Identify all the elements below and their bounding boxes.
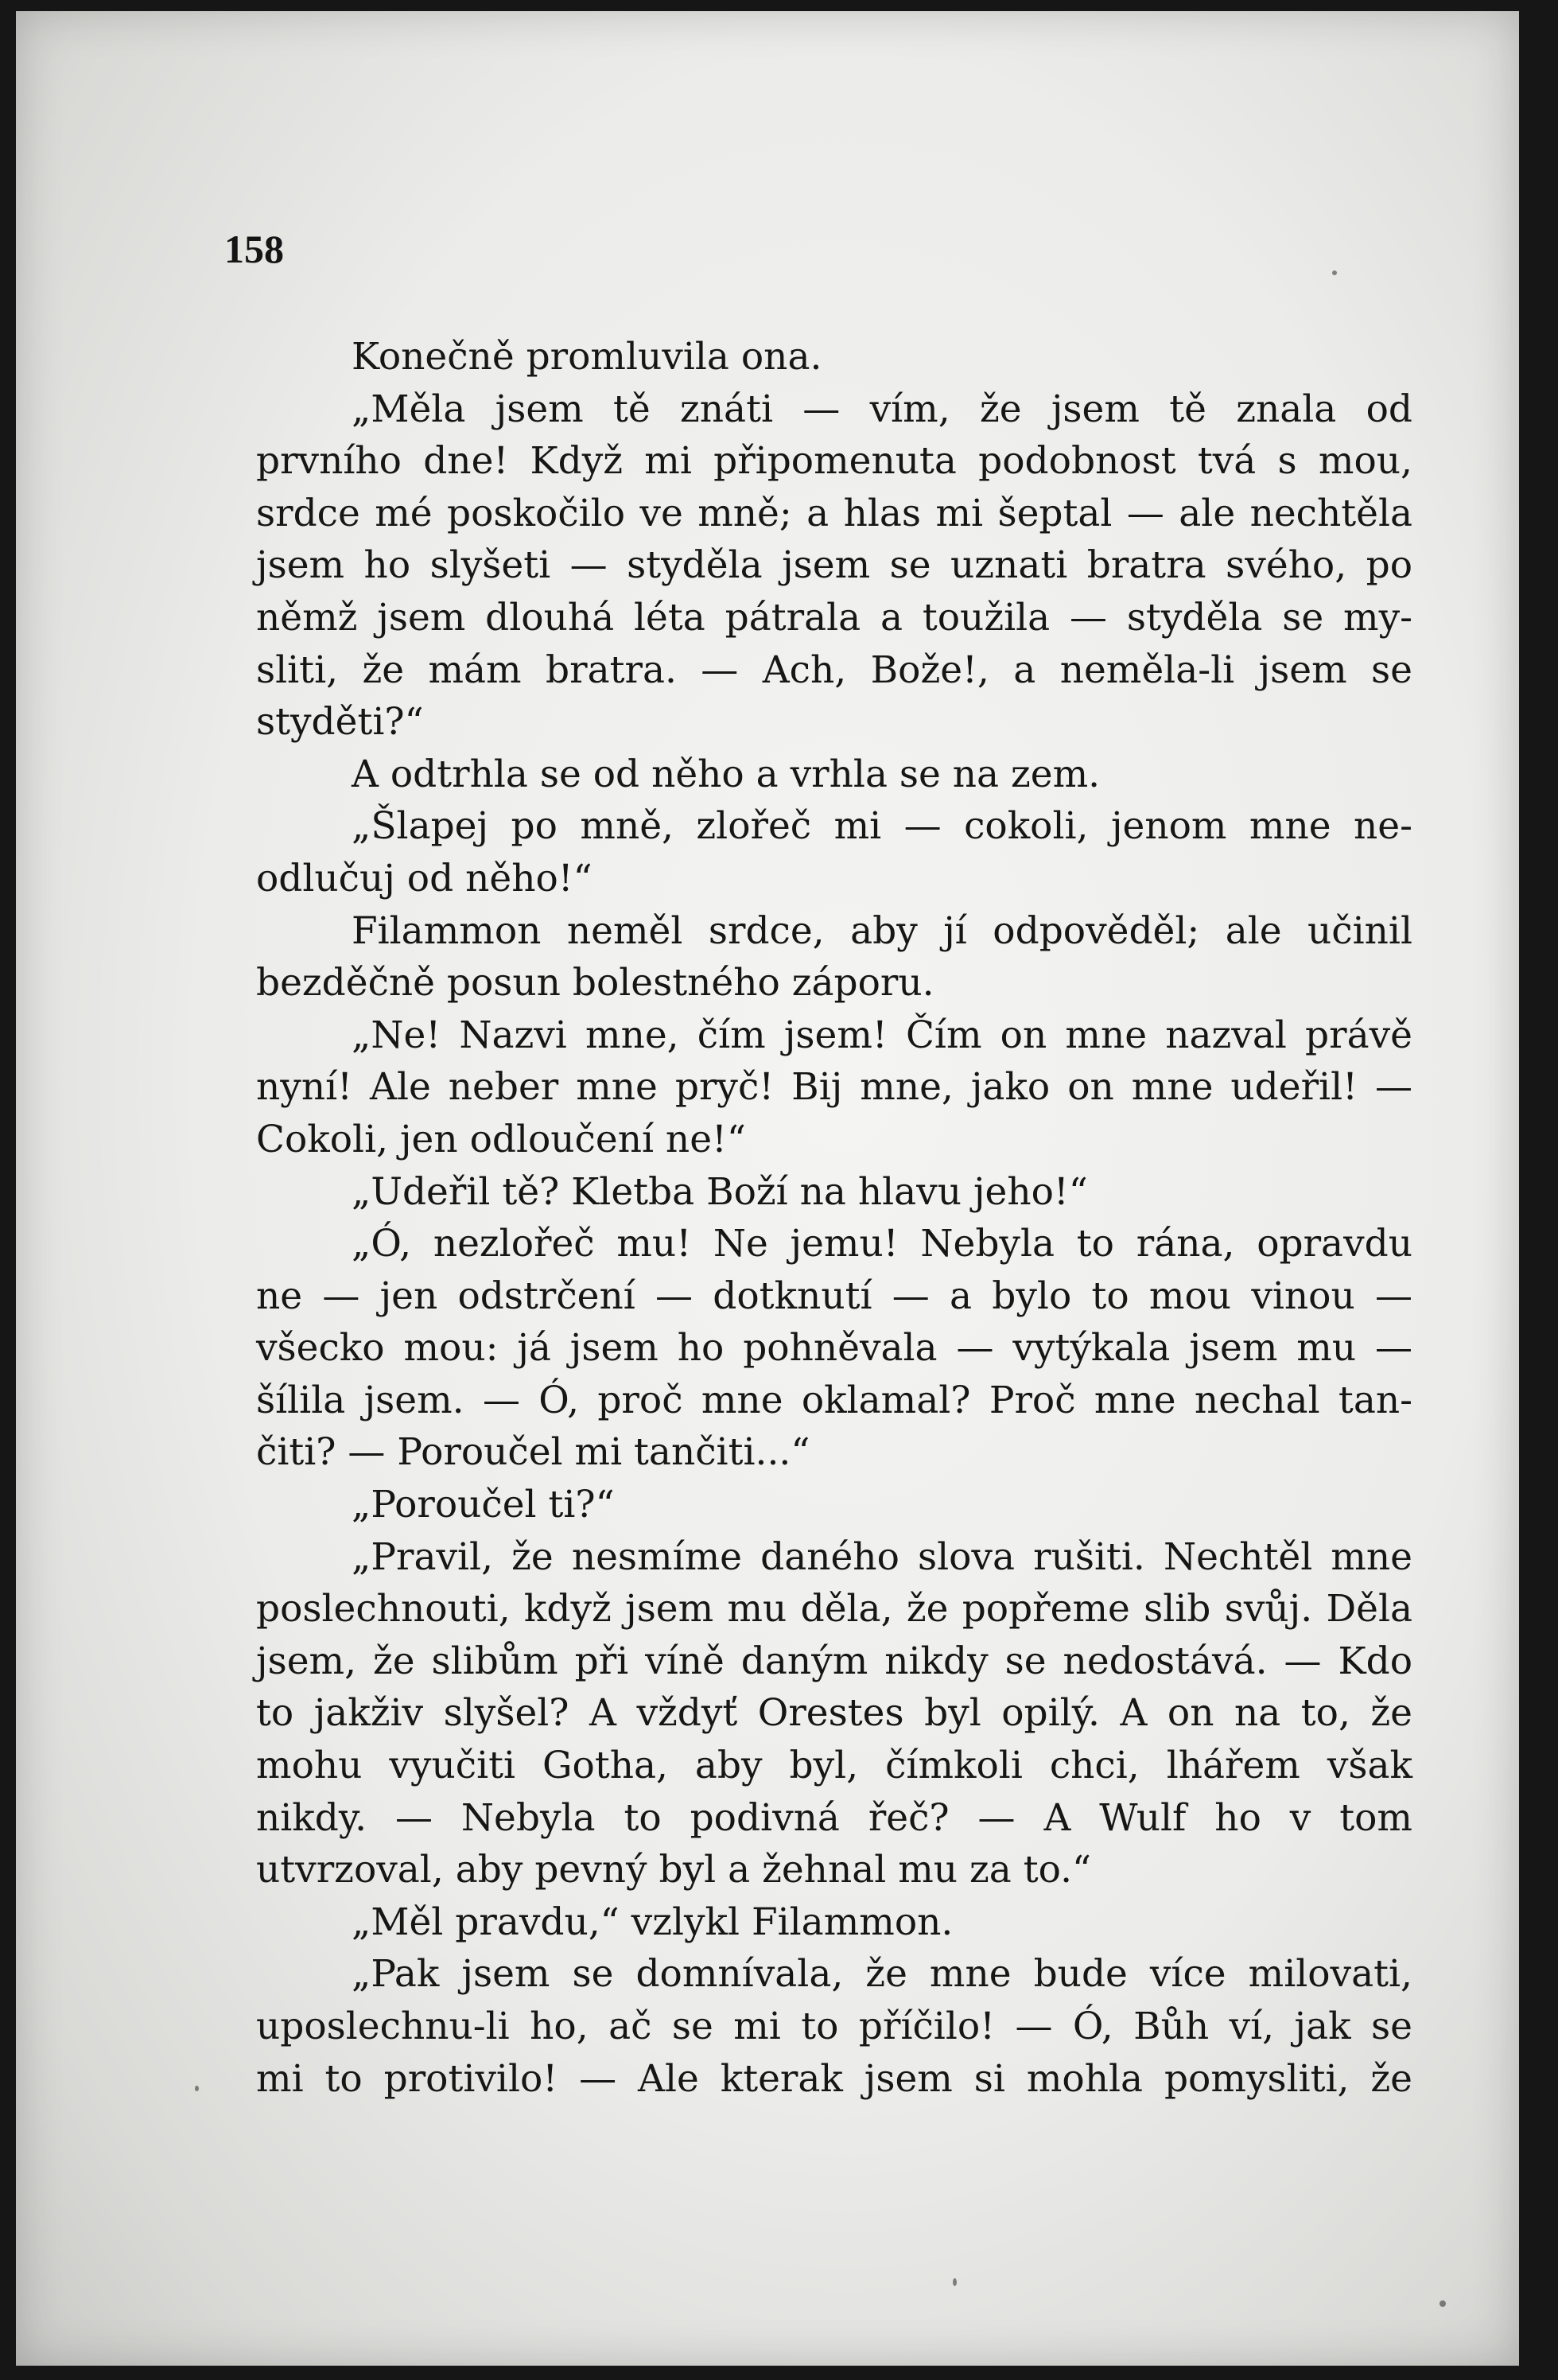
text-line: „Ne! Nazvi mne, čím jsem! Čím on mne nazval právě	[352, 1013, 1412, 1057]
text-line: Konečně promluvila ona.	[352, 335, 822, 379]
page-text	[256, 331, 1412, 2105]
text-line: „Pravil, že nesmíme daného slova rušiti. Nechtěl mne	[352, 1534, 1412, 1579]
text-line: „Šlapej po mně, zlořeč mi — cokoli, jenom mne ne-	[352, 804, 1412, 849]
book-page	[16, 11, 1519, 2366]
text-line: „Ó, nezlořeč mu! Ne jemu! Nebyla to rána, opravdu	[352, 1222, 1412, 1266]
text-line: nyní! Ale neber mne pryč! Bij mne, jako on mne udeřil! —	[256, 1065, 1412, 1110]
text-line: uposlechnu-li ho, ač se mi to příčilo! — Ó, Bůh ví, jak se	[256, 2005, 1412, 2048]
text-line: ne — jen odstrčení — dotknutí — a bylo to mou vinou —	[256, 1274, 1412, 1318]
dust-speck	[953, 2278, 957, 2286]
text-line: A odtrhla se od něho a vrhla se na zem.	[352, 752, 1101, 796]
text-line: „Měla jsem tě znáti — vím, že jsem tě znala od	[352, 387, 1412, 431]
text-line: srdce mé poskočilo ve mně; a hlas mi šeptal — ale nechtěla	[256, 491, 1412, 535]
text-line: mi to protivilo! — Ale kterak jsem si mohla pomysliti, že	[256, 2056, 1412, 2101]
text-line: styděti?“	[256, 700, 424, 745]
text-line: to jakživ slyšel? A vždyť Orestes byl opilý. A on na to, že	[256, 1691, 1412, 1736]
text-line: mohu vyučiti Gotha, aby byl, čímkoli chci, lhářem však	[256, 1744, 1412, 1788]
text-line: nikdy. — Nebyla to podivná řeč? — A Wulf ho v tom	[256, 1795, 1412, 1840]
text-line: němž jsem dlouhá léta pátrala a toužila — styděla se my-	[256, 595, 1412, 640]
text-line: „Pak jsem se domnívala, že mne bude více milovati,	[352, 1952, 1412, 1997]
text-line: poslechnouti, když jsem mu děla, že popřeme slib svůj. Děla	[256, 1587, 1412, 1631]
text-line: „Poroučel ti?“	[352, 1483, 615, 1527]
text-line: Filammon neměl srdce, aby jí odpověděl; ale učinil	[352, 908, 1412, 953]
dust-speck	[1439, 2300, 1446, 2307]
dust-speck	[1332, 270, 1337, 275]
page-number: 158	[224, 227, 284, 271]
text-line: šílila jsem. — Ó, proč mne oklamal? Proč mne nechal tan-	[256, 1378, 1412, 1422]
text-line: Cokoli, jen odloučení ne!“	[256, 1117, 746, 1161]
text-line: „Udeřil tě? Kletba Boží na hlavu jeho!“	[352, 1169, 1088, 1214]
text-line: odlučuj od něho!“	[256, 856, 593, 900]
text-line: sliti, že mám bratra. — Ach, Bože!, a neměla-li jsem se	[256, 648, 1412, 692]
text-line: čiti? — Poroučel mi tančiti...“	[256, 1430, 810, 1475]
dust-speck	[195, 2086, 199, 2091]
text-line: všecko mou: já jsem ho pohněvala — vytýkala jsem mu —	[256, 1326, 1412, 1371]
text-line: bezděčně posun bolestného záporu.	[256, 961, 934, 1005]
text-line: „Měl pravdu,“ vzlykl Filammon.	[352, 1900, 954, 1944]
text-line: utvrzoval, aby pevný byl a žehnal mu za to.“	[256, 1848, 1092, 1892]
text-line: prvního dne! Když mi připomenuta podobnost tvá s mou,	[256, 439, 1412, 484]
text-line: jsem ho slyšeti — styděla jsem se uznati bratra svého, po	[256, 543, 1412, 588]
text-line: jsem, že slibům při víně daným nikdy se nedostává. — Kdo	[256, 1639, 1412, 1683]
